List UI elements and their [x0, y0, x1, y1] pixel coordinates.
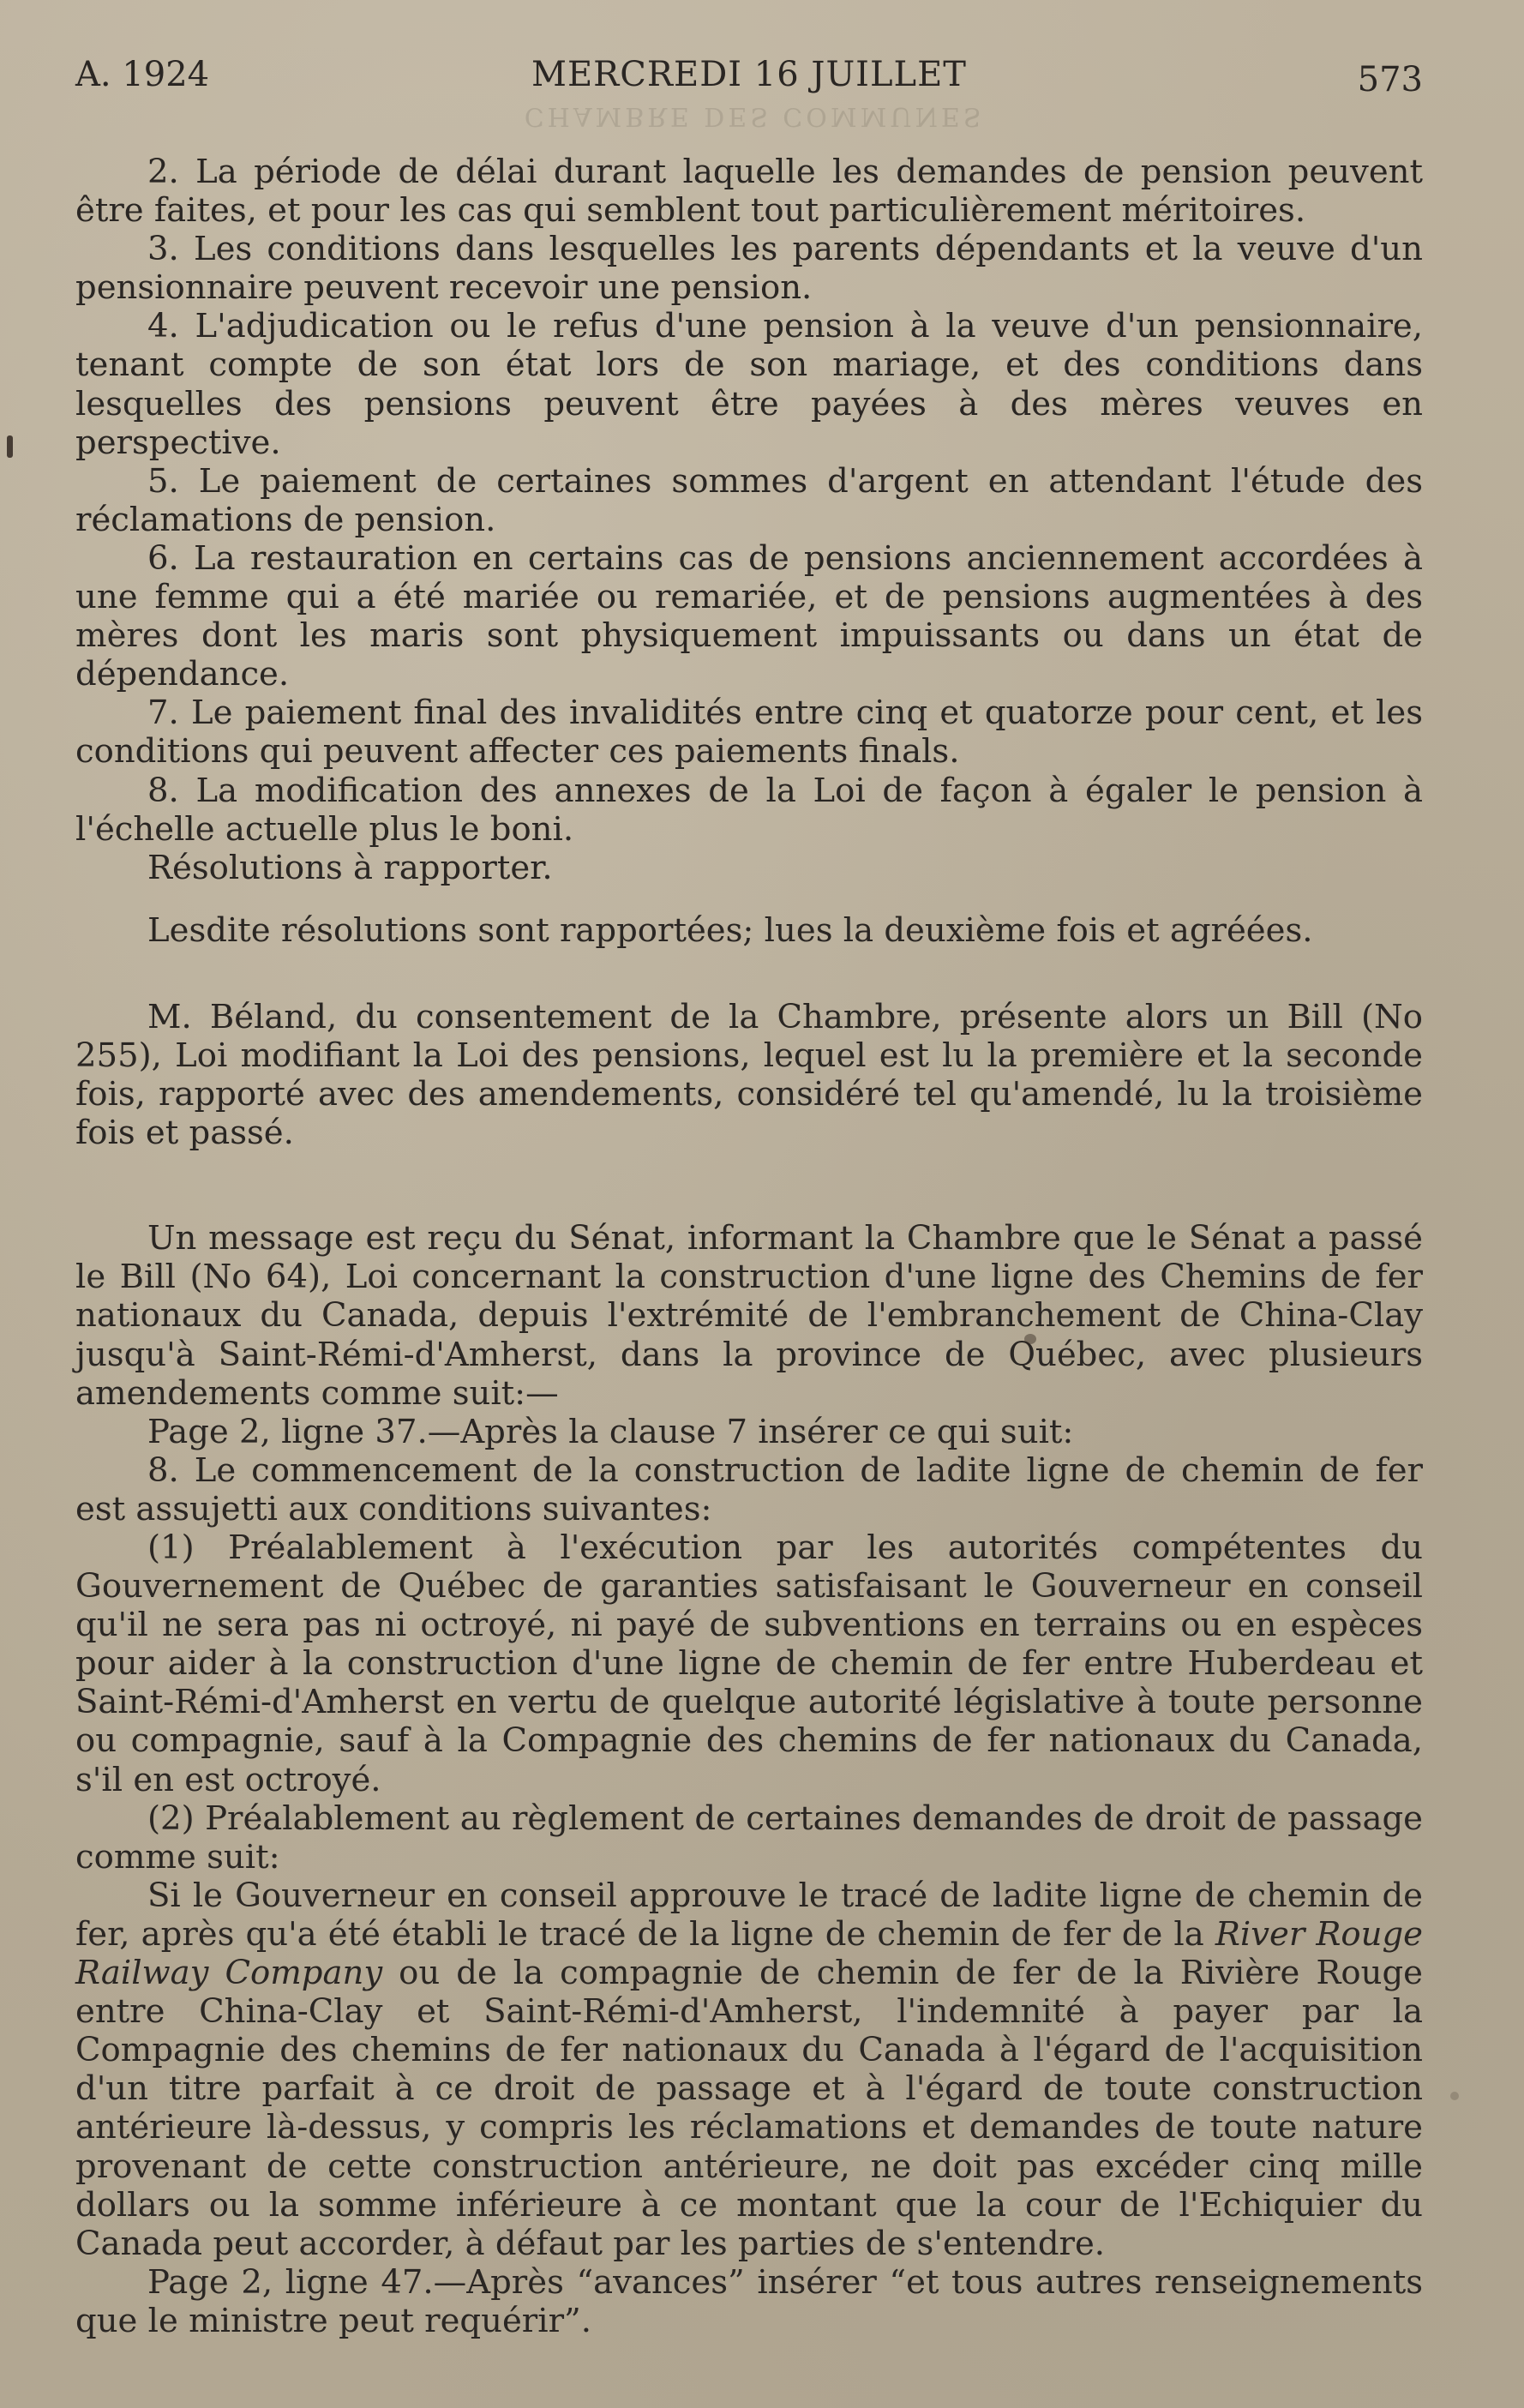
railway-company-name: River Rouge Railway Company — [75, 1914, 1423, 1993]
river-rouge-text-end: ou de la compagnie de chemin de fer de la Rivière Rouge entre China-Clay et Saint-Rémi-d'Amherst, l'indemnité à payer par la Compagnie des chemins de fer nationaux du Canada à l'égard de l'acquisition d'un titre parfait à ce droit de passage et à l'égard de toute construction antérieure là-dessus, y compris les réclamations et demandes de toute nature provenant de cette construction antérieure, ne doit pas excéder cinq mille dollars ou la somme inférieure à ce montant que la cour de l'Echiquier du Canada peut accorder, à défaut par les parties de s'entendre. — [75, 1954, 1423, 2263]
senate-message-paragraph: Un message est reçu du Sénat, informant la Chambre que le Sénat a passé le Bill (No 64), Loi concernant la construction d'une ligne des Chemins de fer nationaux du Canada, depuis l'extrémité de l'embranchement de China-Clay jusqu'à Saint-Rémi-d'Amherst, dans la province de Québec, avec plusieurs amendements comme suit:— — [75, 1219, 1423, 1413]
amendment-page2-line37: Page 2, ligne 37.—Après la clause 7 insérer ce qui suit: — [147, 1412, 1074, 1451]
clause-8-paragraph: 8. Le commencement de la construction de ladite ligne de chemin de fer est assujetti aux conditions suivantes: — [75, 1450, 1423, 1528]
item-2-paragraph: 2. La période de délai durant laquelle les demandes de pension peuvent être faites, et pour les cas qui semblent tout particulièrement méritoires. — [75, 153, 1423, 231]
page-date-title: MERCREDI 16 JUILLET — [531, 55, 967, 94]
item-3-paragraph: 3. Les conditions dans lesquelles les parents dépendants et la veuve d'un pensionnaire peuvent recevoir une pension. — [75, 230, 1423, 308]
resolutions-line: Résolutions à rapporter. — [147, 848, 553, 887]
condition-2-paragraph: (2) Préalablement au règlement de certaines demandes de droit de passage comme suit: — [75, 1798, 1423, 1877]
item-4-paragraph: 4. L'adjudication ou le refus d'une pension à la veuve d'un pensionnaire, tenant compte de son état lors de son mariage, et des conditions dans lesquelles des pensions peuvent être payées à des mères veuves en perspective. — [75, 307, 1423, 462]
amendment-page2-line47: Page 2, ligne 47.—Après “avances” insérer “et tous autres renseignements que le ministre peut requérir”. — [75, 2262, 1423, 2340]
item-7-paragraph: 7. Le paiement final des invalidités entre cinq et quatorze pour cent, et les conditions qui peuvent affecter ces paiements finals. — [75, 694, 1423, 772]
paper-speck — [1450, 2092, 1459, 2100]
beland-bill-paragraph: M. Béland, du consentement de la Chambre, présente alors un Bill (No 255), Loi modifiant la Loi des pensions, lequel est lu la première et la seconde fois, rapporté avec des amendements, considéré tel qu'amendé, lu la troisième fois et passé. — [75, 997, 1423, 1153]
session-year: A. 1924 — [75, 55, 210, 94]
resolutions-adopted-line: Lesdite résolutions sont rapportées; lues la deuxième fois et agréées. — [147, 910, 1313, 950]
page-number: 573 — [1357, 60, 1423, 99]
item-5-paragraph: 5. Le paiement de certaines sommes d'argent en attendant l'étude des réclamations de pension. — [75, 461, 1423, 539]
river-rouge-paragraph — [75, 1877, 1423, 2263]
river-rouge-text-start: Si le Gouverneur en conseil approuve le tracé de ladite ligne de chemin de fer, après qu'a été établi le tracé de la ligne de chemin de fer de la — [75, 1876, 1423, 1954]
condition-1-paragraph: (1) Préalablement à l'exécution par les autorités compétentes du Gouvernement de Québec de garanties satisfaisant le Gouverneur en conseil qu'il ne sera pas ni octroyé, ni payé de subventions en terrains ou en espèces pour aider à la construction d'une ligne de chemin de fer entre Huberdeau et Saint-Rémi-d'Amherst en vertu de quelque autorité législative à toute personne ou compagnie, sauf à la Compagnie des chemins de fer nationaux du Canada, s'il en est octroyé. — [75, 1528, 1423, 1799]
item-6-paragraph: 6. La restauration en certains cas de pensions anciennement accordées à une femme qui a été mariée ou remariée, et de pensions augmentées à des mères dont les maris sont physiquement impuissants ou dans un état de dépendance. — [75, 538, 1423, 694]
paper-speck — [1024, 1334, 1036, 1344]
bleed-through-text: CHAMBRE DES COMMUNES — [524, 101, 985, 131]
item-8-paragraph: 8. La modification des annexes de la Loi de façon à égaler le pension à l'échelle actuelle plus le boni. — [75, 771, 1423, 849]
paper-speck — [7, 435, 13, 458]
page-header — [75, 55, 1423, 106]
page-body — [75, 153, 1423, 2340]
